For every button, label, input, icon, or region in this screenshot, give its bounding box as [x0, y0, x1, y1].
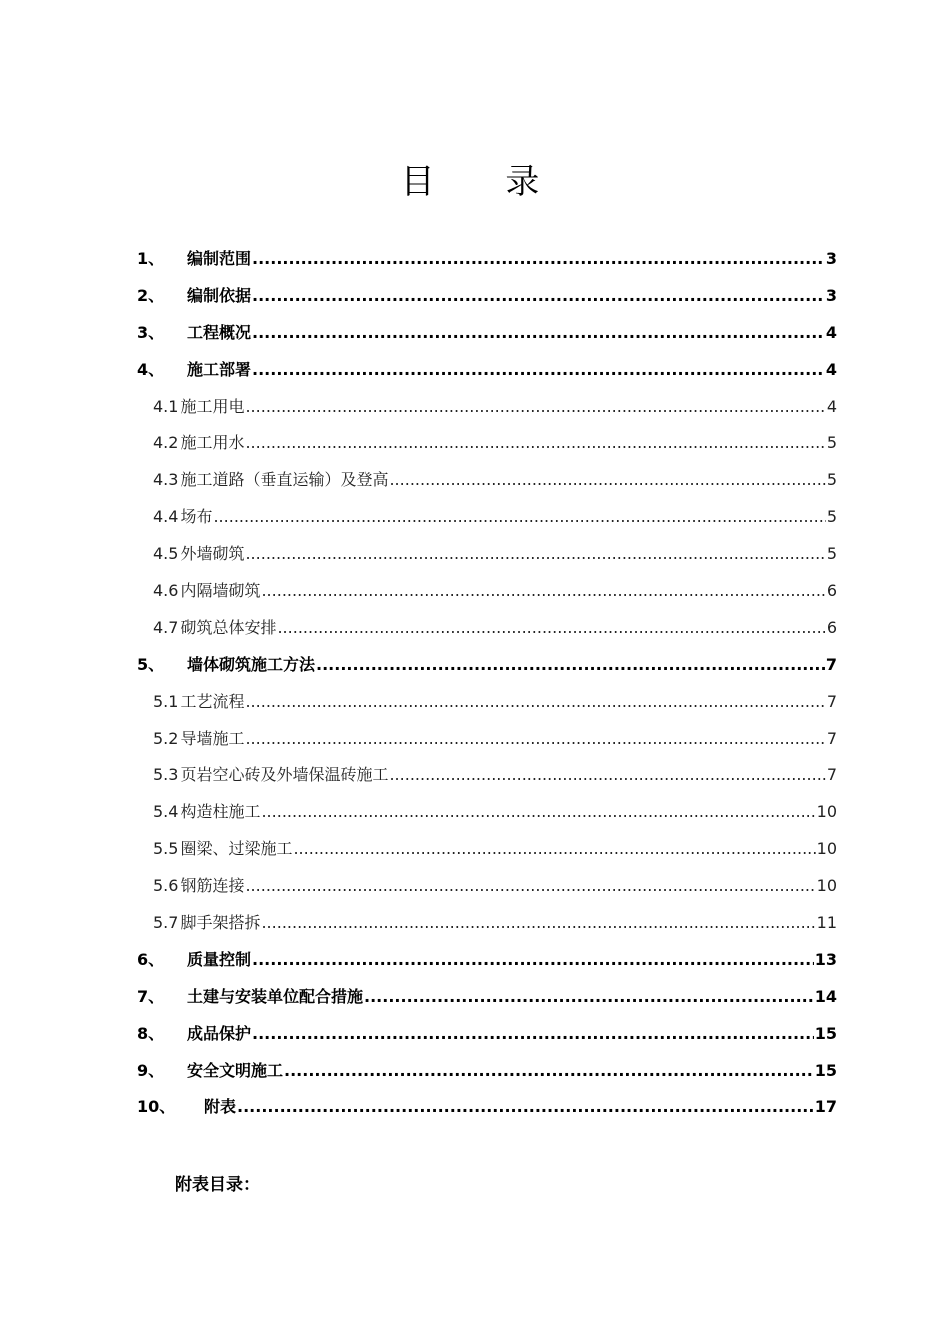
toc-entry-page: 13	[814, 949, 837, 969]
toc-dot-leader	[252, 1016, 814, 1053]
toc-entry-page: 6	[826, 581, 837, 601]
toc-dot-leader	[252, 278, 825, 315]
toc-entry-title: 编制依据	[187, 285, 252, 305]
toc-entry-title: 安全文明施工	[187, 1060, 284, 1080]
toc-entry-number: 8、	[137, 1023, 165, 1043]
toc-entry-title: 内隔墙砌筑	[180, 581, 261, 601]
toc-entry-number: 5.3	[153, 765, 179, 785]
toc-entry-number: 6、	[137, 949, 165, 969]
toc-entry[interactable]	[137, 315, 837, 352]
toc-entry-page: 7	[826, 728, 837, 748]
toc-entry[interactable]	[137, 462, 837, 499]
toc-entry[interactable]	[137, 610, 837, 647]
toc-entry[interactable]	[137, 536, 837, 573]
toc-entry-title: 成品保护	[187, 1023, 252, 1043]
toc-entry[interactable]	[137, 1089, 837, 1126]
toc-entry-title: 质量控制	[187, 949, 252, 969]
toc-entry-page: 5	[826, 433, 837, 453]
toc-dot-leader	[364, 979, 814, 1016]
toc-entry-title: 工艺流程	[180, 691, 245, 711]
toc-dot-leader	[389, 462, 825, 499]
toc-entry-number: 5.6	[153, 876, 179, 896]
toc-entry-title: 编制范围	[187, 249, 252, 268]
toc-dot-leader	[252, 352, 825, 389]
toc-dot-leader	[245, 425, 825, 462]
toc-entry-number: 5.1	[153, 691, 179, 711]
toc-dot-leader	[245, 721, 825, 758]
toc-entry-number: 1、	[137, 249, 165, 268]
toc-entry-title: 脚手架搭拆	[180, 913, 261, 933]
toc-entry-number: 4.3	[153, 470, 179, 490]
toc-entry-page: 3	[825, 285, 837, 305]
toc-dot-leader	[252, 315, 825, 352]
toc-entry-title: 构造柱施工	[180, 802, 261, 822]
toc-entry-page: 3	[825, 249, 837, 268]
toc-entry[interactable]	[137, 868, 837, 905]
toc-entry-number: 3、	[137, 322, 165, 342]
toc-dot-leader	[284, 1053, 814, 1090]
toc-dot-leader	[316, 647, 825, 684]
page-title: 目 录	[400, 162, 570, 202]
toc-dot-leader	[245, 536, 825, 573]
toc-entry-page: 5	[826, 544, 837, 564]
toc-entry-number: 2、	[137, 285, 165, 305]
toc-entry[interactable]	[137, 794, 837, 831]
toc-entry[interactable]	[137, 905, 837, 942]
toc-dot-leader	[261, 794, 815, 831]
toc-entry-number: 5.4	[153, 802, 179, 822]
toc-entry-title: 页岩空心砖及外墙保温砖施工	[180, 765, 389, 785]
toc-entry[interactable]	[137, 942, 837, 979]
toc-entry-page: 15	[814, 1060, 837, 1080]
toc-dot-leader	[245, 868, 815, 905]
toc-entry-number: 7、	[137, 986, 165, 1006]
toc-entry-page: 7	[825, 654, 837, 674]
toc-entry-title: 土建与安装单位配合措施	[187, 986, 364, 1006]
toc-entry[interactable]	[137, 1053, 837, 1090]
toc-dot-leader	[293, 831, 815, 868]
toc-entry[interactable]	[137, 278, 837, 315]
toc-entry[interactable]	[137, 425, 837, 462]
toc-entry-page: 14	[814, 986, 837, 1006]
toc-entry-title: 工程概况	[187, 322, 252, 342]
toc-entry-number: 4.2	[153, 433, 179, 453]
toc-entry-title: 施工用水	[180, 433, 245, 453]
toc-entry-page: 5	[826, 470, 837, 490]
toc-entry-title: 附表	[204, 1097, 237, 1117]
toc-entry-number: 4、	[137, 359, 165, 379]
appendix-heading: 附表目录：	[175, 1175, 260, 1195]
toc-dot-leader	[277, 610, 825, 647]
toc-entry[interactable]	[137, 721, 837, 758]
toc-dot-leader	[261, 905, 815, 942]
toc-entry-page: 7	[826, 691, 837, 711]
toc-entry-page: 7	[826, 765, 837, 785]
toc-entry-title: 圈梁、过梁施工	[180, 839, 293, 859]
toc-entry-page: 10	[816, 802, 837, 822]
toc-dot-leader	[213, 499, 825, 536]
toc-entry-number: 5.7	[153, 913, 179, 933]
toc-entry-title: 施工用电	[180, 396, 245, 416]
toc-entry-number: 5、	[137, 654, 165, 674]
toc-entry[interactable]	[137, 1016, 837, 1053]
toc-entry-title: 墙体砌筑施工方法	[187, 654, 316, 674]
toc-dot-leader	[252, 942, 814, 979]
toc-entry[interactable]	[137, 647, 837, 684]
toc-entry[interactable]	[137, 979, 837, 1016]
toc-entry-page: 15	[814, 1023, 837, 1043]
toc-entry-title: 砌筑总体安排	[180, 617, 277, 637]
toc-dot-leader	[389, 757, 825, 794]
toc-entry-title: 施工道路（垂直运输）及登高	[180, 470, 389, 490]
toc-entry-number: 5.2	[153, 728, 179, 748]
toc-entry-number: 4.5	[153, 544, 179, 564]
toc-entry-number: 9、	[137, 1060, 165, 1080]
toc-dot-leader	[261, 573, 825, 610]
toc-entry-title: 导墙施工	[180, 728, 245, 748]
toc-entry-page: 10	[816, 876, 837, 896]
toc-entry-title: 外墙砌筑	[180, 544, 245, 564]
toc-dot-leader	[237, 1089, 814, 1126]
toc-entry-page: 5	[826, 507, 837, 527]
toc-entry[interactable]	[137, 499, 837, 536]
toc-entry-number: 4.6	[153, 581, 179, 601]
toc-entry[interactable]	[137, 757, 837, 794]
toc-entry-page: 4	[826, 396, 837, 416]
toc-entry-number: 5.5	[153, 839, 179, 859]
toc-entry-page: 4	[825, 322, 837, 342]
toc-entry[interactable]	[137, 389, 837, 426]
toc-dot-leader	[245, 684, 825, 721]
toc-dot-leader	[245, 389, 825, 426]
toc-entry-page: 11	[816, 913, 837, 933]
toc-entry-page: 6	[826, 617, 837, 637]
toc-entry[interactable]	[137, 684, 837, 721]
toc-entry[interactable]	[137, 573, 837, 610]
toc-entry-page: 4	[825, 359, 837, 379]
toc-entry[interactable]	[137, 831, 837, 868]
toc-entry[interactable]	[137, 352, 837, 389]
toc-entry[interactable]	[137, 241, 837, 278]
toc-entry-title: 施工部署	[187, 359, 252, 379]
toc-entry-number: 4.4	[153, 507, 179, 527]
toc-entry-number: 4.7	[153, 617, 179, 637]
toc-entry-title: 钢筋连接	[180, 876, 245, 896]
toc-dot-leader	[252, 241, 825, 278]
toc-entry-page: 10	[816, 839, 837, 859]
toc-entry-page: 17	[814, 1097, 837, 1117]
table-of-contents	[137, 241, 837, 1126]
toc-entry-number: 4.1	[153, 396, 179, 416]
toc-entry-title: 场布	[180, 507, 213, 527]
toc-entry-number: 10、	[137, 1097, 176, 1117]
